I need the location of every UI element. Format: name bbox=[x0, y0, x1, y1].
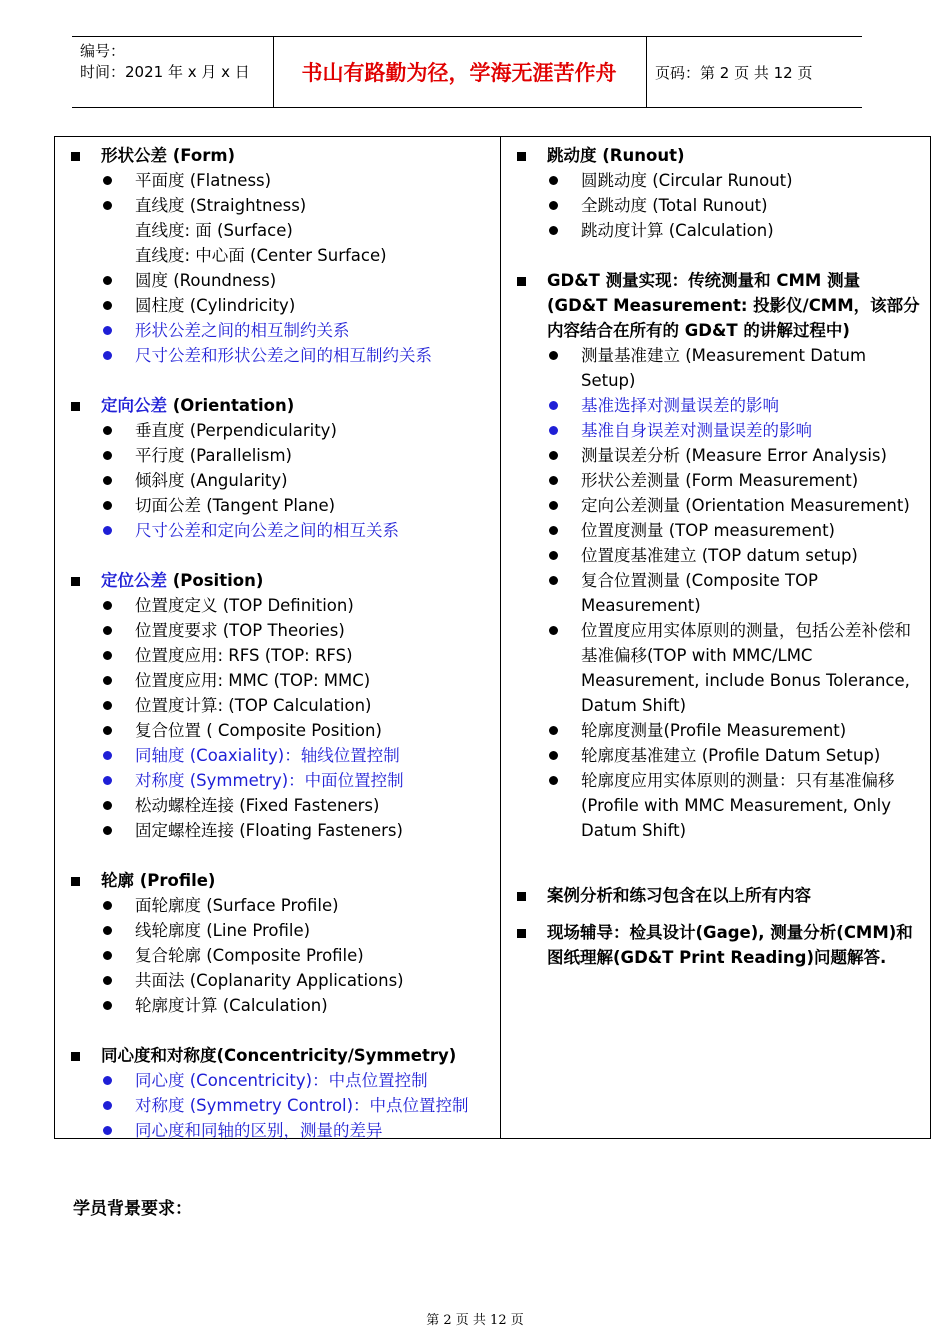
list-item-text: 尺寸公差和定向公差之间的相互关系 bbox=[135, 521, 399, 540]
list-item bbox=[67, 193, 492, 218]
section-title bbox=[513, 920, 923, 970]
square-bullet-icon bbox=[517, 152, 526, 161]
round-bullet-icon bbox=[103, 826, 112, 835]
outline-section bbox=[67, 568, 492, 843]
round-bullet-icon bbox=[103, 326, 112, 335]
list-item bbox=[67, 968, 492, 993]
list-item-text: 位置度要求 (TOP Theories) bbox=[135, 621, 345, 640]
round-bullet-icon bbox=[103, 1126, 112, 1135]
round-bullet-icon bbox=[549, 176, 558, 185]
page-header bbox=[72, 36, 862, 108]
section-title bbox=[513, 268, 923, 343]
section-title-text: GD&T 测量实现：传统测量和 CMM 测量 (GD&T Measurement: 投影仪/CMM，该部分内容结合在所有的 GD&T 的讲解过程中) bbox=[547, 271, 920, 340]
round-bullet-icon bbox=[549, 776, 558, 785]
round-bullet-icon bbox=[103, 1101, 112, 1110]
header-divider bbox=[646, 37, 647, 107]
list-item bbox=[67, 668, 492, 693]
list-item-text: 直线度: 面 (Surface) bbox=[135, 221, 293, 240]
section-title bbox=[513, 883, 923, 908]
list-item bbox=[67, 918, 492, 943]
round-bullet-icon bbox=[103, 801, 112, 810]
round-bullet-icon bbox=[549, 401, 558, 410]
round-bullet-icon bbox=[103, 951, 112, 960]
list-item-text: 轮廓度基准建立 (Profile Datum Setup) bbox=[581, 746, 881, 765]
list-item bbox=[513, 568, 923, 618]
list-item bbox=[513, 618, 923, 718]
round-bullet-icon bbox=[103, 301, 112, 310]
list-item bbox=[513, 443, 923, 468]
list-item bbox=[67, 218, 492, 243]
list-item bbox=[67, 243, 492, 268]
list-item bbox=[67, 793, 492, 818]
section-title bbox=[67, 393, 492, 418]
section-title-highlight: 定位公差 bbox=[101, 571, 167, 590]
square-bullet-icon bbox=[517, 277, 526, 286]
round-bullet-icon bbox=[549, 726, 558, 735]
section-title-text: 同心度和对称度(Concentricity/Symmetry) bbox=[101, 1046, 457, 1065]
section-title-text: (Position) bbox=[167, 571, 264, 590]
section-title-highlight: 定向公差 bbox=[101, 396, 167, 415]
outline-section bbox=[67, 1043, 492, 1143]
list-item bbox=[67, 443, 492, 468]
list-item-text: 面轮廓度 (Surface Profile) bbox=[135, 896, 339, 915]
list-item bbox=[67, 268, 492, 293]
outline-section bbox=[67, 143, 492, 368]
outline-section bbox=[513, 883, 923, 908]
section-title bbox=[67, 568, 492, 593]
list-item-text: 位置度测量 (TOP measurement) bbox=[581, 521, 835, 540]
round-bullet-icon bbox=[549, 201, 558, 210]
section-title-text: 轮廓 (Profile) bbox=[101, 871, 216, 890]
list-item-text: 平行度 (Parallelism) bbox=[135, 446, 292, 465]
square-bullet-icon bbox=[71, 877, 80, 886]
list-item-text: 圆柱度 (Cylindricity) bbox=[135, 296, 296, 315]
column-divider bbox=[500, 137, 501, 1138]
list-item bbox=[67, 493, 492, 518]
list-item-text: 形状公差测量 (Form Measurement) bbox=[581, 471, 859, 490]
list-item-text: 圆度 (Roundness) bbox=[135, 271, 277, 290]
list-item-text: 平面度 (Flatness) bbox=[135, 171, 272, 190]
section-title-text: 案例分析和练习包含在以上所有内容 bbox=[547, 886, 811, 905]
square-bullet-icon bbox=[517, 929, 526, 938]
round-bullet-icon bbox=[103, 776, 112, 785]
list-item bbox=[67, 1118, 492, 1143]
list-item bbox=[67, 293, 492, 318]
section-title-text: 现场辅导：检具设计(Gage), 测量分析(CMM)和图纸理解(GD&T Print Reading)问题解答. bbox=[547, 923, 913, 967]
list-item-text: 位置度应用: MMC (TOP: MMC) bbox=[135, 671, 371, 690]
list-item bbox=[67, 893, 492, 918]
list-item bbox=[67, 818, 492, 843]
square-bullet-icon bbox=[71, 577, 80, 586]
round-bullet-icon bbox=[549, 476, 558, 485]
list-item bbox=[67, 1093, 492, 1118]
list-item bbox=[513, 343, 923, 393]
list-item-text: 固定螺栓连接 (Floating Fasteners) bbox=[135, 821, 403, 840]
list-item-text: 复合位置 ( Composite Position) bbox=[135, 721, 382, 740]
list-item-text: 复合位置测量 (Composite TOP Measurement) bbox=[581, 571, 819, 615]
list-item bbox=[67, 468, 492, 493]
list-item-text: 垂直度 (Perpendicularity) bbox=[135, 421, 337, 440]
round-bullet-icon bbox=[103, 1076, 112, 1085]
list-item bbox=[67, 518, 492, 543]
list-item bbox=[67, 743, 492, 768]
section-title bbox=[513, 143, 923, 168]
right-column bbox=[513, 143, 923, 982]
round-bullet-icon bbox=[549, 551, 558, 560]
list-item-text: 测量误差分析 (Measure Error Analysis) bbox=[581, 446, 887, 465]
number-label: 编号： bbox=[80, 42, 126, 60]
section-title-text: (Orientation) bbox=[167, 396, 295, 415]
square-bullet-icon bbox=[71, 402, 80, 411]
outline-section bbox=[513, 268, 923, 843]
round-bullet-icon bbox=[103, 976, 112, 985]
round-bullet-icon bbox=[103, 751, 112, 760]
list-item bbox=[67, 418, 492, 443]
round-bullet-icon bbox=[549, 226, 558, 235]
round-bullet-icon bbox=[103, 526, 112, 535]
round-bullet-icon bbox=[103, 701, 112, 710]
list-item-text: 切面公差 (Tangent Plane) bbox=[135, 496, 336, 515]
round-bullet-icon bbox=[549, 626, 558, 635]
list-item-text: 直线度: 中心面 (Center Surface) bbox=[135, 246, 387, 265]
list-item-text: 同轴度 (Coaxiality)：轴线位置控制 bbox=[135, 746, 400, 765]
list-item-text: 位置度计算: (TOP Calculation) bbox=[135, 696, 372, 715]
list-item-text: 位置度应用: RFS (TOP: RFS) bbox=[135, 646, 353, 665]
list-item-text: 同心度和同轴的区别，测量的差异 bbox=[135, 1121, 383, 1140]
section-title-text: 跳动度 (Runout) bbox=[547, 146, 685, 165]
list-item bbox=[513, 393, 923, 418]
list-item-text: 对称度 (Symmetry Control)：中点位置控制 bbox=[135, 1096, 469, 1115]
list-item-text: 共面法 (Coplanarity Applications) bbox=[135, 971, 404, 990]
list-item-text: 基准选择对测量误差的影响 bbox=[581, 396, 779, 415]
list-item bbox=[513, 418, 923, 443]
list-item bbox=[513, 468, 923, 493]
round-bullet-icon bbox=[549, 351, 558, 360]
square-bullet-icon bbox=[71, 152, 80, 161]
list-item bbox=[513, 168, 923, 193]
list-item-text: 尺寸公差和形状公差之间的相互制约关系 bbox=[135, 346, 432, 365]
list-item-text: 线轮廓度 (Line Profile) bbox=[135, 921, 311, 940]
list-item bbox=[67, 643, 492, 668]
list-item-text: 直线度 (Straightness) bbox=[135, 196, 307, 215]
round-bullet-icon bbox=[549, 576, 558, 585]
list-item-text: 同心度 (Concentricity)：中点位置控制 bbox=[135, 1071, 428, 1090]
list-item bbox=[67, 618, 492, 643]
round-bullet-icon bbox=[103, 626, 112, 635]
list-item bbox=[513, 768, 923, 843]
round-bullet-icon bbox=[103, 501, 112, 510]
square-bullet-icon bbox=[517, 892, 526, 901]
list-item bbox=[67, 693, 492, 718]
list-item-text: 轮廓度计算 (Calculation) bbox=[135, 996, 328, 1015]
list-item bbox=[67, 943, 492, 968]
list-item-text: 全跳动度 (Total Runout) bbox=[581, 196, 768, 215]
outline-section bbox=[513, 920, 923, 970]
list-item-text: 倾斜度 (Angularity) bbox=[135, 471, 288, 490]
list-item bbox=[67, 993, 492, 1018]
list-item-text: 形状公差之间的相互制约关系 bbox=[135, 321, 350, 340]
list-item-text: 轮廓度测量(Profile Measurement) bbox=[581, 721, 847, 740]
list-item-text: 复合轮廓 (Composite Profile) bbox=[135, 946, 364, 965]
list-item bbox=[67, 1068, 492, 1093]
round-bullet-icon bbox=[103, 901, 112, 910]
list-item-text: 跳动度计算 (Calculation) bbox=[581, 221, 774, 240]
left-column bbox=[67, 143, 492, 1168]
outline-section bbox=[513, 143, 923, 243]
list-item-text: 位置度应用实体原则的测量，包括公差补偿和基准偏移(TOP with MMC/LMC Measurement, include Bonus Tolerance, Datum Shift) bbox=[581, 621, 911, 715]
section-title bbox=[67, 143, 492, 168]
page-footer: 第 2 页 共 12 页 bbox=[426, 1313, 524, 1328]
list-item bbox=[67, 318, 492, 343]
list-item bbox=[513, 543, 923, 568]
round-bullet-icon bbox=[549, 526, 558, 535]
round-bullet-icon bbox=[103, 426, 112, 435]
list-item bbox=[67, 168, 492, 193]
header-motto: 书山有路勤为径，学海无涯苦作舟 bbox=[301, 60, 617, 85]
list-item bbox=[513, 493, 923, 518]
round-bullet-icon bbox=[103, 351, 112, 360]
round-bullet-icon bbox=[103, 476, 112, 485]
trainee-background-label: 学员背景要求： bbox=[73, 1199, 192, 1219]
list-item-text: 测量基准建立 (Measurement Datum Setup) bbox=[581, 346, 867, 390]
list-item bbox=[513, 218, 923, 243]
list-item bbox=[67, 718, 492, 743]
header-meta bbox=[80, 41, 270, 83]
round-bullet-icon bbox=[103, 676, 112, 685]
round-bullet-icon bbox=[103, 1001, 112, 1010]
round-bullet-icon bbox=[103, 926, 112, 935]
list-item bbox=[513, 743, 923, 768]
list-item-text: 定向公差测量 (Orientation Measurement) bbox=[581, 496, 910, 515]
outline-section bbox=[67, 393, 492, 543]
list-item-text: 圆跳动度 (Circular Runout) bbox=[581, 171, 793, 190]
outline-section bbox=[67, 868, 492, 1018]
round-bullet-icon bbox=[549, 501, 558, 510]
round-bullet-icon bbox=[549, 451, 558, 460]
list-item bbox=[67, 593, 492, 618]
round-bullet-icon bbox=[103, 601, 112, 610]
list-item-text: 轮廓度应用实体原则的测量：只有基准偏移 (Profile with MMC Measurement, Only Datum Shift) bbox=[581, 771, 895, 840]
square-bullet-icon bbox=[71, 1052, 80, 1061]
list-item bbox=[67, 768, 492, 793]
round-bullet-icon bbox=[103, 451, 112, 460]
round-bullet-icon bbox=[103, 726, 112, 735]
round-bullet-icon bbox=[549, 426, 558, 435]
round-bullet-icon bbox=[103, 176, 112, 185]
header-page-info: 页码：第 2 页 共 12 页 bbox=[655, 63, 813, 82]
list-item bbox=[513, 518, 923, 543]
section-title bbox=[67, 1043, 492, 1068]
time-label: 时间：2021 年 x 月 x 日 bbox=[80, 63, 250, 81]
round-bullet-icon bbox=[549, 751, 558, 760]
section-title-text: 形状公差 (Form) bbox=[101, 146, 236, 165]
list-item-text: 位置度定义 (TOP Definition) bbox=[135, 596, 354, 615]
section-title bbox=[67, 868, 492, 893]
list-item-text: 基准自身误差对测量误差的影响 bbox=[581, 421, 812, 440]
list-item bbox=[513, 718, 923, 743]
list-item bbox=[67, 343, 492, 368]
list-item bbox=[513, 193, 923, 218]
list-item-text: 位置度基准建立 (TOP datum setup) bbox=[581, 546, 858, 565]
list-item-text: 松动螺栓连接 (Fixed Fasteners) bbox=[135, 796, 380, 815]
course-outline-table bbox=[54, 136, 931, 1139]
round-bullet-icon bbox=[103, 201, 112, 210]
list-item-text: 对称度 (Symmetry)：中面位置控制 bbox=[135, 771, 404, 790]
round-bullet-icon bbox=[103, 651, 112, 660]
round-bullet-icon bbox=[103, 276, 112, 285]
